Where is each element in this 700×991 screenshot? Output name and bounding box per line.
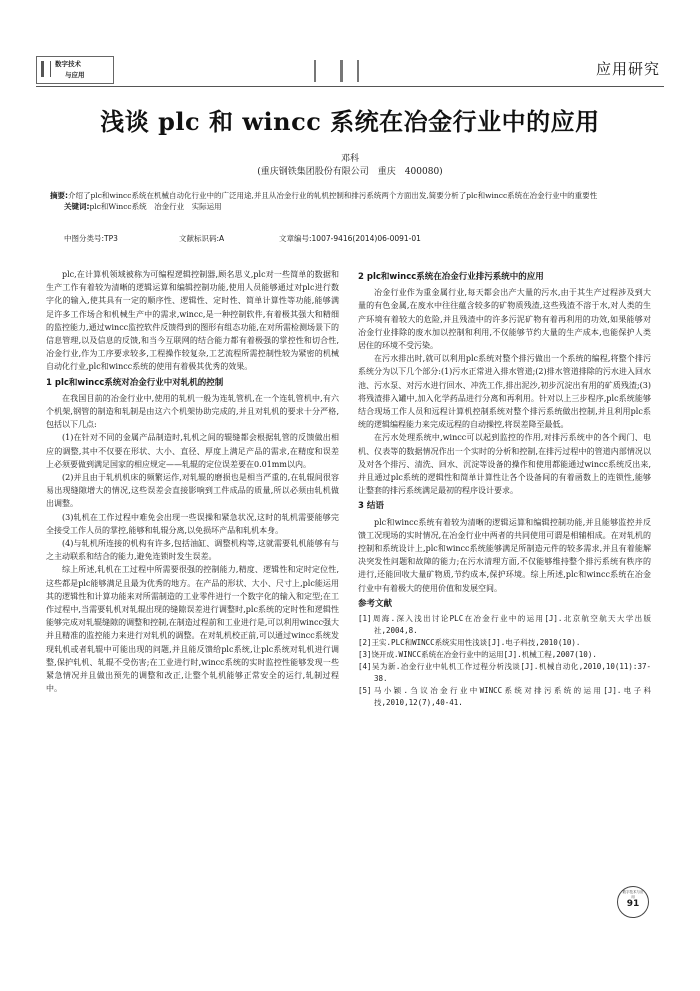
badge-ring-text: 数字技术与应用 <box>622 890 644 899</box>
reference-item: [1]周海.深入浅出讨论PLC在冶金行业中的运用[J].北京航空航天大学出版社,2004,8. <box>358 614 651 636</box>
section-1-paragraph: 综上所述,轧机在工过程中所需要很强的控制能力,精度、逻辑性和定时定位性,这些都是plc能够满足且最为优秀的地方。在产品的形状、大小、尺寸上,plc能运用其的逻辑性和计算功能来对所需制造的工业零件进行一个数字化的输入和定型;在工作过程中,当需要轧机对轧辊出现的缝隙误差进行调整时,plc系统的定时性和逻辑性能够完成对轧辊缝隙的调整和控制,在制造过程前和工业进行是,可以利用wincc强大并且精准的监控能力来进行对轧机的调整。在对轧机校正前,可以通过wincc系统发现轧机或者轧辊中可能出现的问题,并且能反馈给plc系统,让plc系统对轧机进行调整,保护轧机、轧辊不受伤害;在工业进行时,wincc系统的实时监控性能够发现一些紧急情况并且做出预先的调整和改正,让整个轧机能够正常安全的运行,轧制过程中。 <box>46 565 339 694</box>
reference-item: [4]吴为新.冶金行业中轧机工作过程分析浅谈[J].机械自动化,2010,10(11):37-38. <box>358 662 651 684</box>
section-1-paragraph: (1)在针对不同的金属产品制造时,轧机之间的辊缝都会根据轧管的反馈做出相应的调整,其中不仅要在形状、大小、直径、厚度上满足产品的需求,在精度和误差上必须要做到满足国家的相应规定——轧辊的定位误差要在0.01mm以内。 <box>46 433 339 469</box>
author: 邓科 <box>340 154 359 164</box>
clc-number: 中图分类号:TP3 <box>64 234 118 243</box>
intro-paragraph: plc,在计算机领域被称为可编程逻辑控制器,顾名思义,plc对一些简单的数据和生产工作有着较为清晰的逻辑运算和编辑控制功能,使用人员能够通过对plc进行数字化的输入,使其具有一定的顺序性、逻辑性、定时性、简单计算性等功能,能够满足许多工作场合和机械生产中的需求,wincc,是一种控制软件,有着极其强大和精细的监控能力,通过wincc监控软件反馈得到的图形有组态功能,在对所需检测场景下的信息管理,以及信息的反馈,和当今互联网的结合能力都有着极强的掌控性和切合性,冶金行业,作为工序要求较多,工程操作较复杂,工艺流程所需控制性较为紧密的机械自动化行业,plc和wincc系统的使用有着极其优秀的效果。 <box>46 270 339 372</box>
section-3-heading: 3 结语 <box>358 501 384 512</box>
section-2-paragraph: 冶金行业作为重金属行业,每天都会出产大量的污水,由于其生产过程涉及到大量的有色金属,在废水中往往蕴含较多的矿物质残渣,这些残渣不溶于水,对人类的生产环境有着较大的危险,并且残渣中的许多污泥矿物有着再利用的功效,如果能够对冶金行业排除的废水加以控制和利用,不仅能够节约大量的生产成本,也能保护人类居住的环境不受污染。 <box>358 288 651 351</box>
logo-line2: 与应用 <box>65 71 85 79</box>
affiliation: (重庆钢铁集团股份有限公司 重庆 400080) <box>257 167 443 177</box>
section-2-heading: 2 plc和wincc系统在冶金行业排污系统中的应用 <box>358 272 544 282</box>
abstract-label: 摘要: <box>50 191 68 200</box>
section-1-paragraph: (4)与轧机所连接的机构有许多,包括油缸、调整机构等,这就需要轧机能够有与之主动联系和结合的能力,避免连锁时发生误差。 <box>46 539 339 562</box>
right-column <box>358 268 651 709</box>
article-title: 浅谈 plc 和 wincc 系统在冶金行业中的应用 <box>100 107 600 136</box>
left-column <box>46 268 339 696</box>
section-1-paragraph: 在我国目前的冶金行业中,使用的轧机一般为连轧管机,在一个连轧管机中,有六个机架,钢管的制造和轧制是由这六个机架协助完成的,并且对轧机的要求十分严格,包括以下几点: <box>46 393 339 430</box>
section-1-paragraph: (2)并且由于轧机机床的频繁运作,对轧辊的磨损也是相当严重的,在轧辊间很容易出现缝隙增大的情况,这些误差会直接影响到工件成品的质量,所以必须由轧机做出调整。 <box>46 473 339 509</box>
reference-item: [5]马小颖.刍议冶金行业中WINCC系统对排污系统的运用[J].电子科技,2010,12(7),40-41. <box>358 686 651 708</box>
abstract <box>50 190 655 212</box>
journal-logo <box>36 56 114 84</box>
references-list <box>358 613 651 709</box>
keywords: plc和Wincc系统 冶金行业 实际运用 <box>89 202 222 211</box>
section-1-paragraph: (3)轧机在工作过程中难免会出现一些误操和紧急状况,这时的轧机需要能够完全接受工作人员的掌控,能够和轧辊分离,以免损坏产品和轧机本身。 <box>46 512 339 535</box>
doc-code: 文献标识码:A <box>179 234 225 243</box>
page-number-badge <box>617 886 649 918</box>
section-label: 应用研究 <box>595 60 660 78</box>
logo-mark-icon <box>41 61 51 77</box>
reference-item: [3]饶开成.WINCC系统在冶金行业中的运用[J].机械工程,2007(10). <box>358 650 597 660</box>
section-3-paragraph: plc和wincc系统有着较为清晰的逻辑运算和编辑控制功能,并且能够监控并反馈工况现场的实时情况,在冶金行业中两者的共同使用可谓是相辅相成。在对轧机的控制和系统设计上,plc和wincc系统能够满足所制造元件的较多需求,并且有着能解决突发性问题和故障的能力;在污水清理方面,不仅能够维持整个排污系统有秩序的进行,还能回收大量矿物质,节约成本,保护环境。综上所述,plc和wincc系统在冶金行业中有着极大的使用价值和发展空间。 <box>358 517 651 593</box>
reference-item: [2]王实.PLC和WINCC系统实用性浅谈[J].电子科技,2010(10). <box>358 638 581 648</box>
keywords-label: 关键词: <box>64 202 90 211</box>
abstract-text: 介绍了plc和wincc系统在机械自动化行业中的广泛用途,并且从冶金行业的轧机控制和排污系统两个方面出发,简要分析了plc和wincc系统在冶金行业中的重要性 <box>68 191 598 200</box>
header-divider <box>36 86 664 87</box>
section-2-paragraph: 在污水排出时,就可以利用plc系统对整个排污做出一个系统的编程,将整个排污系统分为以下几个部分:(1)污水正常进入排水管道;(2)排水管道排除的污水进入回水池、污水泵、对污水进行回水、冲洗工作,排出泥沙,初步沉淀出有用的矿质残渣;(3)将残渣排入罐中,加入化学药品进行分离和再利用。针对以上三步程序,plc系统能够结合现场工作人员和远程计算机控制系统对整个排污系统做出控制,并且利用plc系统的逻辑编程能力来完成远程的自动操控,将误差降至最低。 <box>358 354 651 430</box>
section-2-paragraph: 在污水处理系统中,wincc可以起到监控的作用,对排污系统中的各个阀门、电机、仪表等的数据情况作出一个实时的分析和控制,在排污过程中的管道内部情况以及对各个排污、清洗、回水、沉淀等设备的操作和使用都能通过wincc系统反出来,并且通过plc系统的逻辑性和简单计算性让各个设备间的有着函数上的连锁性,能够让整套的排污系统满足最初的程序设计要求。 <box>358 433 651 496</box>
section-1-heading: 1 plc和wincc系统对冶金行业中对轧机的控制 <box>46 377 224 388</box>
references-heading: 参考文献 <box>358 598 393 609</box>
article-number: 文章编号:1007-9416(2014)06-0091-01 <box>279 234 421 243</box>
logo-line1: 数字技术 <box>55 60 81 68</box>
page-number: 91 <box>626 899 640 909</box>
